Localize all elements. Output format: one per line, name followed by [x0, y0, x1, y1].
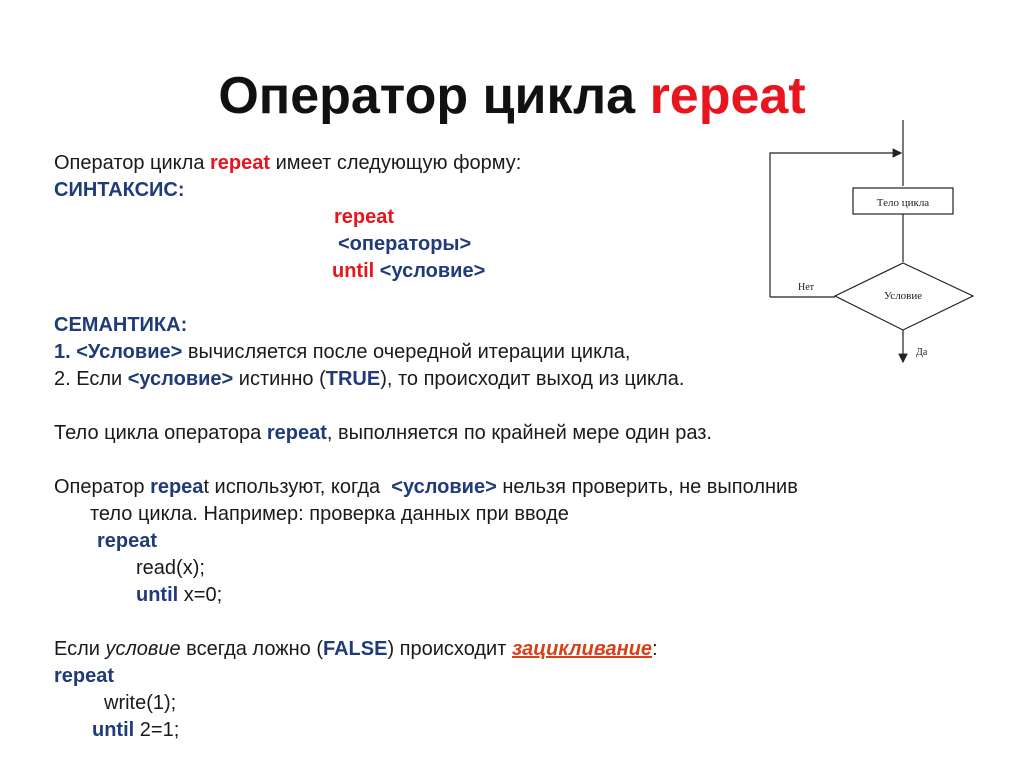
infinite-mid2: ) происходит	[387, 638, 512, 660]
usage-post: нельзя проверить, не выполнив	[496, 476, 798, 498]
flow-yes-label: Да	[916, 347, 928, 358]
flowchart-diagram	[760, 118, 990, 368]
infinite-false: FALSE	[323, 638, 388, 660]
usage-code-until-line	[54, 582, 954, 609]
usage-pre: Оператор	[54, 476, 151, 498]
infinite-code-write: write(1);	[104, 692, 177, 714]
usage-code-read: read(x);	[136, 557, 205, 579]
infinite-mid: всегда ложно (	[180, 638, 323, 660]
infinite-keyword: зацикливание	[511, 638, 653, 660]
infinite-code-until-line	[54, 717, 954, 744]
infinite-code-until: until	[92, 719, 135, 741]
infinite-line	[54, 636, 954, 663]
infinite-code-condition: 2=1;	[134, 719, 180, 741]
flow-body-label: Тело цикла	[876, 197, 930, 209]
infinite-post: :	[652, 638, 658, 660]
intro-text: Оператор цикла	[54, 152, 211, 174]
semantics-p2-true: TRUE	[325, 368, 381, 390]
semantics-p2-keyword: <условие>	[127, 368, 234, 390]
intro-text-end: имеет следующую форму:	[270, 152, 522, 174]
semantics-point-2	[54, 366, 954, 393]
usage-line-2: тело цикла. Например: проверка данных при вводе	[90, 503, 569, 525]
semantics-heading: СЕМАНТИКА:	[54, 314, 188, 336]
semantics-p2-mid: истинно (	[233, 368, 326, 390]
semantics-p2-pre: 2. Если	[54, 368, 128, 390]
body-note-keyword: repeat	[266, 422, 327, 444]
syntax-repeat: repeat	[334, 206, 395, 228]
body-note-post: , выполняется по крайней мере один раз.	[326, 422, 712, 444]
usage-condition: <условие>	[391, 476, 497, 498]
syntax-until: until	[332, 260, 375, 282]
body-note-pre: Тело цикла оператора	[54, 422, 267, 444]
title-prefix: Оператор цикла	[218, 67, 650, 125]
title-keyword: repeat	[649, 67, 806, 125]
infinite-pre: Если	[54, 638, 106, 660]
syntax-heading: СИНТАКСИС:	[54, 179, 185, 201]
flow-condition-label: Условие	[883, 290, 923, 302]
syntax-operators: <операторы>	[338, 233, 472, 255]
usage-keyword: repea	[150, 476, 204, 498]
syntax-condition: <условие>	[374, 260, 486, 282]
usage-line	[54, 474, 954, 501]
usage-code-repeat: repeat	[97, 530, 158, 552]
intro-keyword: repeat	[210, 152, 271, 174]
semantics-p1-keyword: <Условие>	[76, 341, 183, 363]
semantics-p1-text: вычисляется после очередной итерации цикла,	[182, 341, 631, 363]
usage-code-until: until	[136, 584, 179, 606]
usage-mid: t используют, когда	[203, 476, 392, 498]
infinite-italic: условие	[105, 638, 181, 660]
semantics-p2-post: ), то происходит выход из цикла.	[380, 368, 685, 390]
body-note	[54, 420, 954, 447]
usage-code-condition: x=0;	[178, 584, 223, 606]
flow-no-label: Нет	[798, 282, 815, 293]
semantics-p1-num: 1.	[54, 341, 77, 363]
infinite-code-repeat: repeat	[54, 665, 115, 687]
